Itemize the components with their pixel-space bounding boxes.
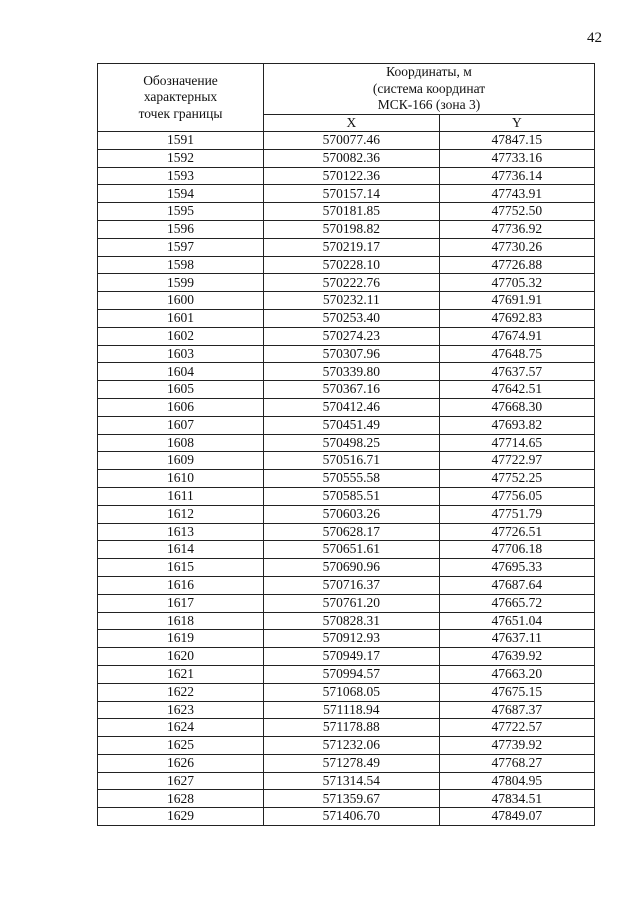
x-coordinate-cell: 570585.51: [264, 487, 440, 505]
point-id-cell: 1609: [98, 452, 264, 470]
table-row: [98, 327, 595, 345]
point-id-cell: 1608: [98, 434, 264, 452]
table-row: [98, 772, 595, 790]
point-id-cell: 1595: [98, 203, 264, 221]
x-coordinate-cell: 570994.57: [264, 665, 440, 683]
header-line: Координаты, м: [386, 64, 472, 79]
y-coordinate-cell: 47651.04: [439, 612, 594, 630]
table-row: [98, 701, 595, 719]
table-row: [98, 345, 595, 363]
y-coordinate-cell: 47663.20: [439, 665, 594, 683]
point-id-cell: 1628: [98, 790, 264, 808]
y-coordinate-cell: 47706.18: [439, 541, 594, 559]
x-coordinate-cell: 571178.88: [264, 719, 440, 737]
header-line: МСК-166 (зона 3): [377, 97, 481, 112]
y-coordinate-cell: 47714.65: [439, 434, 594, 452]
point-id-cell: 1620: [98, 648, 264, 666]
x-coordinate-cell: 570949.17: [264, 648, 440, 666]
point-id-cell: 1618: [98, 612, 264, 630]
point-id-cell: 1613: [98, 523, 264, 541]
y-coordinate-cell: 47693.82: [439, 416, 594, 434]
table-row: [98, 309, 595, 327]
table-row: [98, 256, 595, 274]
y-coordinate-cell: 47692.83: [439, 309, 594, 327]
table-row: [98, 149, 595, 167]
header-line: точек границы: [138, 105, 223, 121]
y-coordinate-cell: 47722.97: [439, 452, 594, 470]
x-coordinate-cell: 570222.76: [264, 274, 440, 292]
point-id-cell: 1604: [98, 363, 264, 381]
y-coordinate-cell: 47733.16: [439, 149, 594, 167]
table-row: [98, 487, 595, 505]
point-id-cell: 1617: [98, 594, 264, 612]
table-row: [98, 648, 595, 666]
table-row: [98, 630, 595, 648]
y-coordinate-cell: 47637.57: [439, 363, 594, 381]
point-id-cell: 1621: [98, 665, 264, 683]
table-row: [98, 398, 595, 416]
x-coordinate-cell: 570603.26: [264, 505, 440, 523]
table-row: [98, 132, 595, 150]
y-coordinate-cell: 47691.91: [439, 292, 594, 310]
y-coordinate-cell: 47687.37: [439, 701, 594, 719]
table-row: [98, 612, 595, 630]
table-row: [98, 576, 595, 594]
table-row: [98, 292, 595, 310]
x-coordinate-cell: 570228.10: [264, 256, 440, 274]
table-body: [98, 132, 595, 826]
point-id-cell: 1629: [98, 808, 264, 826]
x-coordinate-cell: 570367.16: [264, 381, 440, 399]
point-id-cell: 1622: [98, 683, 264, 701]
x-coordinate-cell: 570690.96: [264, 559, 440, 577]
y-coordinate-cell: 47687.64: [439, 576, 594, 594]
table-row: [98, 559, 595, 577]
point-id-cell: 1625: [98, 737, 264, 755]
y-coordinate-cell: 47648.75: [439, 345, 594, 363]
coordinates-table: [97, 63, 595, 826]
point-id-cell: 1616: [98, 576, 264, 594]
table-row: [98, 363, 595, 381]
y-coordinate-cell: 47637.11: [439, 630, 594, 648]
x-coordinate-cell: 570828.31: [264, 612, 440, 630]
point-id-cell: 1623: [98, 701, 264, 719]
table-row: [98, 185, 595, 203]
point-id-cell: 1598: [98, 256, 264, 274]
x-coordinate-cell: 570339.80: [264, 363, 440, 381]
table-row: [98, 790, 595, 808]
point-id-cell: 1619: [98, 630, 264, 648]
x-coordinate-cell: 570198.82: [264, 220, 440, 238]
point-id-cell: 1611: [98, 487, 264, 505]
table-row: [98, 274, 595, 292]
y-coordinate-cell: 47674.91: [439, 327, 594, 345]
y-coordinate-cell: 47804.95: [439, 772, 594, 790]
table-row: [98, 665, 595, 683]
x-coordinate-cell: 571118.94: [264, 701, 440, 719]
x-coordinate-cell: 570516.71: [264, 452, 440, 470]
table-row: [98, 541, 595, 559]
table-row: [98, 505, 595, 523]
header-line: Обозначение: [143, 72, 218, 88]
y-coordinate-cell: 47675.15: [439, 683, 594, 701]
point-designation-header: [98, 64, 264, 132]
point-id-cell: 1601: [98, 309, 264, 327]
x-coordinate-cell: 571068.05: [264, 683, 440, 701]
y-coordinate-cell: 47668.30: [439, 398, 594, 416]
page-number: 42: [587, 30, 602, 46]
point-id-cell: 1615: [98, 559, 264, 577]
x-coordinate-cell: 570412.46: [264, 398, 440, 416]
point-id-cell: 1606: [98, 398, 264, 416]
y-coordinate-cell: 47752.50: [439, 203, 594, 221]
table-row: [98, 381, 595, 399]
point-id-cell: 1627: [98, 772, 264, 790]
table-row: [98, 754, 595, 772]
y-coordinate-cell: 47834.51: [439, 790, 594, 808]
y-coordinate-cell: 47736.14: [439, 167, 594, 185]
point-id-cell: 1626: [98, 754, 264, 772]
table-row: [98, 220, 595, 238]
point-id-cell: 1597: [98, 238, 264, 256]
coordinates-header: [264, 64, 595, 115]
point-id-cell: 1592: [98, 149, 264, 167]
table-row: [98, 203, 595, 221]
y-coordinate-cell: 47642.51: [439, 381, 594, 399]
x-coordinate-cell: 570082.36: [264, 149, 440, 167]
y-coordinate-cell: 47665.72: [439, 594, 594, 612]
table-row: [98, 167, 595, 185]
point-id-cell: 1603: [98, 345, 264, 363]
point-id-cell: 1610: [98, 470, 264, 488]
x-coordinate-cell: 570912.93: [264, 630, 440, 648]
y-coordinate-cell: 47726.51: [439, 523, 594, 541]
point-id-cell: 1591: [98, 132, 264, 150]
y-coordinate-cell: 47756.05: [439, 487, 594, 505]
y-coordinate-cell: 47695.33: [439, 559, 594, 577]
table-row: [98, 452, 595, 470]
x-coordinate-cell: 570498.25: [264, 434, 440, 452]
y-coordinate-cell: 47705.32: [439, 274, 594, 292]
table-header: [98, 64, 595, 132]
y-coordinate-cell: 47639.92: [439, 648, 594, 666]
point-id-cell: 1624: [98, 719, 264, 737]
x-coordinate-cell: 570253.40: [264, 309, 440, 327]
x-coordinate-cell: 570628.17: [264, 523, 440, 541]
x-coordinate-cell: 570651.61: [264, 541, 440, 559]
x-coordinate-cell: 570077.46: [264, 132, 440, 150]
y-coordinate-cell: 47730.26: [439, 238, 594, 256]
x-coordinate-cell: 570555.58: [264, 470, 440, 488]
header-line: характерных: [143, 89, 218, 105]
point-id-cell: 1602: [98, 327, 264, 345]
x-column-header: X: [264, 114, 440, 132]
y-coordinate-cell: 47743.91: [439, 185, 594, 203]
point-id-cell: 1605: [98, 381, 264, 399]
y-coordinate-cell: 47722.57: [439, 719, 594, 737]
table-row: [98, 737, 595, 755]
table-row: [98, 594, 595, 612]
x-coordinate-cell: 570716.37: [264, 576, 440, 594]
x-coordinate-cell: 570181.85: [264, 203, 440, 221]
y-coordinate-cell: 47847.15: [439, 132, 594, 150]
point-id-cell: 1614: [98, 541, 264, 559]
y-coordinate-cell: 47736.92: [439, 220, 594, 238]
table-row: [98, 470, 595, 488]
table-row: [98, 808, 595, 826]
x-coordinate-cell: 570219.17: [264, 238, 440, 256]
y-coordinate-cell: 47739.92: [439, 737, 594, 755]
point-id-cell: 1612: [98, 505, 264, 523]
x-coordinate-cell: 571278.49: [264, 754, 440, 772]
x-coordinate-cell: 570232.11: [264, 292, 440, 310]
x-coordinate-cell: 571406.70: [264, 808, 440, 826]
x-coordinate-cell: 571232.06: [264, 737, 440, 755]
table-row: [98, 523, 595, 541]
y-coordinate-cell: 47752.25: [439, 470, 594, 488]
table-row: [98, 683, 595, 701]
y-coordinate-cell: 47849.07: [439, 808, 594, 826]
point-id-cell: 1596: [98, 220, 264, 238]
table-row: [98, 434, 595, 452]
y-coordinate-cell: 47726.88: [439, 256, 594, 274]
y-column-header: Y: [439, 114, 594, 132]
x-coordinate-cell: 570451.49: [264, 416, 440, 434]
header-line: (система координат: [372, 80, 486, 96]
point-id-cell: 1607: [98, 416, 264, 434]
x-coordinate-cell: 570157.14: [264, 185, 440, 203]
point-id-cell: 1600: [98, 292, 264, 310]
x-coordinate-cell: 571359.67: [264, 790, 440, 808]
table-row: [98, 719, 595, 737]
point-id-cell: 1599: [98, 274, 264, 292]
x-coordinate-cell: 570761.20: [264, 594, 440, 612]
x-coordinate-cell: 570122.36: [264, 167, 440, 185]
table-row: [98, 416, 595, 434]
x-coordinate-cell: 570274.23: [264, 327, 440, 345]
x-coordinate-cell: 571314.54: [264, 772, 440, 790]
x-coordinate-cell: 570307.96: [264, 345, 440, 363]
y-coordinate-cell: 47768.27: [439, 754, 594, 772]
point-id-cell: 1593: [98, 167, 264, 185]
y-coordinate-cell: 47751.79: [439, 505, 594, 523]
table-row: [98, 238, 595, 256]
point-id-cell: 1594: [98, 185, 264, 203]
